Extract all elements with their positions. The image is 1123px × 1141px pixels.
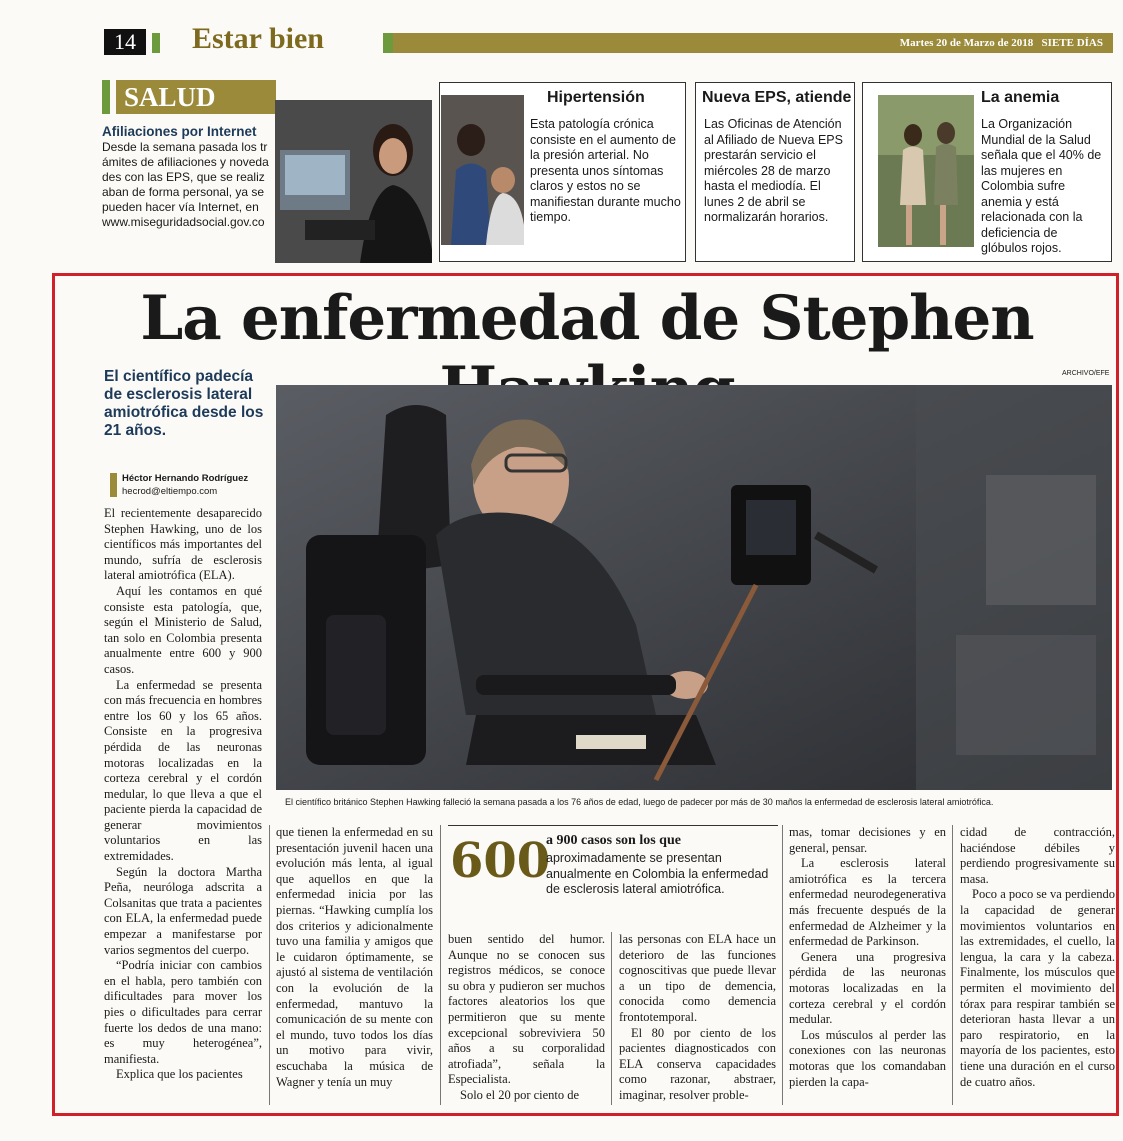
hipertension-title: Hipertensión — [547, 89, 645, 106]
article-column-5 — [789, 825, 946, 1090]
byline-accent — [110, 473, 117, 497]
paragraph: cidad de contracción, haciéndose débiles y perdiendo progresivamente su masa. — [960, 825, 1115, 886]
paragraph: El recientemente desaparecido Stephen Hawking, uno de los científicos más importantes del mundo, sufría de esclerosis lateral amiotrófica (ELA). — [104, 506, 262, 583]
brief-hipertension — [439, 82, 686, 262]
paragraph: que tienen la enfermedad en su presentación juvenil hacen una evolución más lenta, al igual que aquellos en que la enfermedad inicia por las piernas. “Hawking cumplía los dos criterios y adicionalmente tuvo una familia y amigos que le cuidaron óptimamente, se ajustó al sistema de ventilación con la evolución de la enfermedad, mantuvo la comunicación de su mente con el mundo, tuvo todos los días un motivo para vivir, escuchaba la música de Wagner y tenía un muy — [276, 825, 433, 1089]
paragraph: Genera una progresiva pérdida de las neuronas motoras localizadas en la corteza cerebral y el cordón medular. — [789, 949, 946, 1027]
article-column-4 — [619, 932, 776, 1104]
salud-photo — [275, 100, 432, 263]
fact-text: aproximadamente se presentan anualmente en Colombia la enfermedad de esclerosis lateral amiotrófica. — [546, 851, 769, 896]
author-email: hecrod@eltiempo.com — [122, 486, 218, 497]
paragraph: las personas con ELA hace un deterioro de las funciones cognoscitivas que puede llevar a un tipo de demencia, conocida como demencia frontotemporal. — [619, 932, 776, 1024]
author-name: Héctor Hernando Rodríguez — [122, 473, 249, 484]
fact-rule — [448, 825, 778, 826]
paragraph: La esclerosis lateral amiotrófica es la tercera enfermedad neurodegenerativa más frecuente después de la enfermedad de Alzheimer y la enfermedad de Parkinson. — [789, 856, 946, 949]
salud-title: Afiliaciones por Internet — [102, 124, 257, 139]
section-title: Estar bien — [192, 22, 324, 55]
brief-salud — [102, 78, 432, 263]
article-column-6 — [960, 825, 1115, 1090]
column-divider — [782, 825, 783, 1105]
salud-tag: SALUD — [116, 80, 276, 114]
header-date: Martes 20 de Marzo de 2018 — [899, 37, 1034, 49]
fact-lead: a 900 casos son los que — [546, 833, 681, 848]
salud-text: Desde la semana pasada los trámites de afiliaciones y novedades con las EPS, que se realizaban de forma personal, ya se pueden hacer vía Internet, en www.miseguridadsocial.gov.co — [102, 140, 269, 229]
fact-number: 600 — [450, 833, 551, 889]
paragraph: Según la doctora Martha Peña, neuróloga adscrita a Colsanitas que trata a pacientes con ELA, la enfermedad puede empezar a manifestarse por varios segmentos del cuerpo. — [104, 864, 262, 957]
salud-accent — [102, 80, 110, 114]
anemia-text: La Organización Mundial de la Salud señala que el 40% de las mujeres en Colombia sufre anemia y está relacionada con la deficiencia de glóbulos rojos. — [981, 117, 1102, 255]
photo-credit: ARCHIVO/EFE — [1062, 370, 1110, 377]
anemia-photo — [878, 95, 974, 247]
paragraph: buen sentido del humor. Aunque no se conocen sus registros médicos, se conoce su obra y pudieron ser muchos factores aleatorios los que permitieron que su mente excepcional sobreviviera 50 años a su corporalidad atrofiada”, señala la Especialista. — [448, 932, 605, 1087]
nueva-eps-title: Nueva EPS, atiende — [702, 89, 852, 106]
column-divider — [269, 825, 270, 1105]
paragraph: Los músculos al perder las conexiones con las neuronas motoras que los comandaban pierden la capa- — [789, 1027, 946, 1089]
brief-anemia — [862, 82, 1112, 262]
paragraph: Poco a poco se va perdiendo la capacidad de generar movimientos voluntarios en las extremidades, el cuello, la lengua, la cara y la cabeza. Finalmente, los músculos que permiten el movimiento del tórax para respirar también se deterioran hasta llevar a un paro respiratorio, en la mayoría de los pacientes, esto tiene una duración en el curso de cuatro años. — [960, 887, 1115, 1089]
anemia-title: La anemia — [981, 89, 1060, 106]
paragraph: “Podría iniciar con cambios en el habla, pero también con dificultades para mover los pies o dificultades para cerrar fuerte los dedos de una mano: es muy heterogénea”, manifiesta. — [104, 958, 262, 1066]
column-divider — [952, 825, 953, 1105]
byline — [122, 472, 248, 498]
paragraph: Explica que los pacientes — [116, 1067, 243, 1082]
photo-caption: El científico británico Stephen Hawking falleció la semana pasada a los 76 años de edad, luego de padecer por más de 30 maños la enfermedad de esclerosis lateral amiotrófica. — [285, 797, 994, 807]
brief-nueva-eps — [695, 82, 855, 262]
nueva-eps-text: Las Oficinas de Atención al Afiliado de Nueva EPS prestarán servicio el miércoles 28 de marzo hasta el mediodía. El lunes 2 de abril se normalizarán horarios. — [704, 117, 843, 224]
column-divider — [440, 825, 441, 1105]
hipertension-text: Esta patología crónica consiste en el aumento de la presión arterial. No presenta unos síntomas claros y estos no se manifiestan durante mucho tiempo. — [530, 117, 681, 224]
header-bar — [383, 33, 1113, 53]
paragraph: El 80 por ciento de los pacientes diagnosticados con ELA conserva capacidades como razonar, abstraer, imaginar, resolver proble- — [619, 1025, 776, 1102]
article-deck: El científico padecía de esclerosis lateral amiotrófica desde los 21 años. — [104, 368, 264, 439]
article-headline: La enfermedad de Stephen — [140, 283, 1034, 354]
paragraph: La enfermedad se presenta con más frecuencia en hombres entre los 60 y los 65 años. Consiste en la progresiva pérdida de las neuronas motoras localizadas en la corteza cerebral y el cordón medular, lo que lleva a que el paciente pierda la capacidad de generar movimientos voluntarios en las extremidades. — [104, 677, 262, 864]
paragraph: Aquí les contamos en qué consiste esta patología, que, según el Ministerio de Salud, tan solo en Colombia presenta anualmente entre 600 y 900 casos. — [104, 583, 262, 676]
header-accent — [152, 33, 160, 53]
article-column-2 — [276, 825, 433, 1090]
paragraph: mas, tomar decisiones y en general, pensar. — [789, 825, 946, 855]
hawking-photo — [276, 385, 1112, 790]
article-column-1 — [104, 506, 262, 1083]
hipertension-photo — [441, 95, 524, 245]
header-bar-accent — [383, 33, 393, 53]
paragraph: Solo el 20 por ciento de — [460, 1087, 580, 1102]
article-column-3 — [448, 932, 605, 1104]
publication-name: SIETE DÍAS — [1041, 37, 1103, 49]
column-divider — [611, 932, 612, 1105]
page-number: 14 — [104, 29, 146, 55]
